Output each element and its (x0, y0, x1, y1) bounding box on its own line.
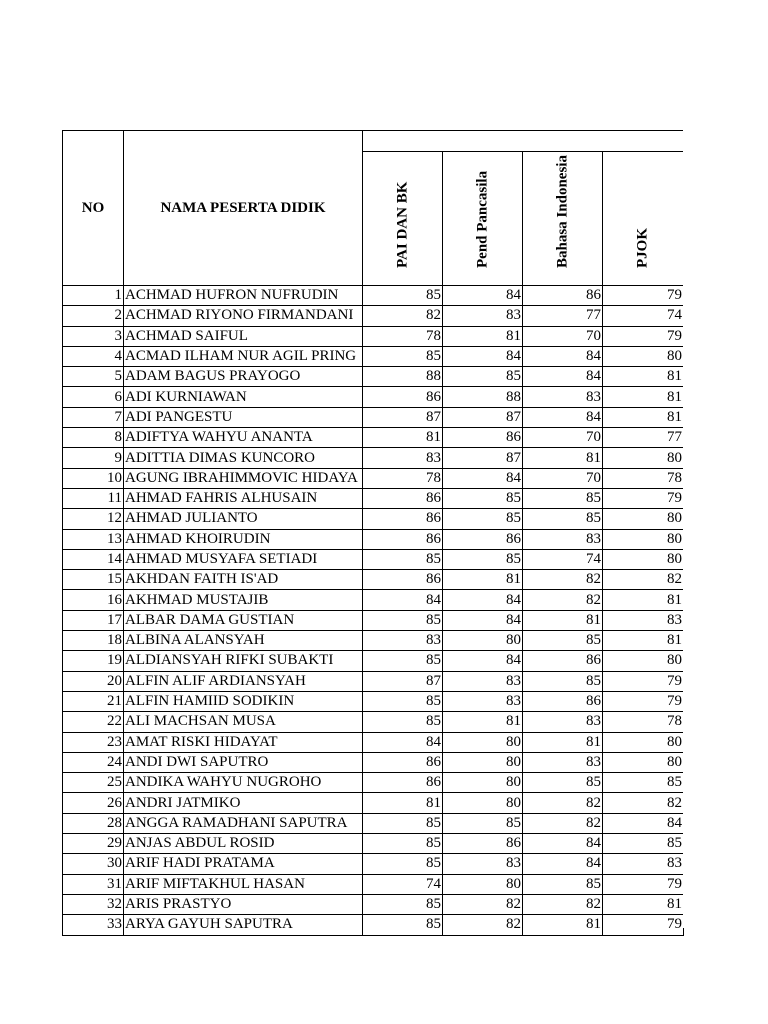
row-number: 25 (63, 773, 124, 793)
table-body (63, 286, 684, 936)
student-name: AHMAD JULIANTO (124, 509, 363, 529)
row-number: 7 (63, 407, 124, 427)
score-bahasa-indonesia: 70 (523, 428, 603, 448)
score-pai: 85 (363, 549, 443, 569)
score-pancasila: 84 (443, 590, 523, 610)
score-pjok: 79 (603, 691, 684, 711)
score-pancasila: 83 (443, 306, 523, 326)
score-pancasila: 82 (443, 915, 523, 935)
student-name: AGUNG IBRAHIMMOVIC HIDAYA (124, 468, 363, 488)
student-name: ACMAD ILHAM NUR AGIL PRING (124, 346, 363, 366)
student-name: ADAM BAGUS PRAYOGO (124, 367, 363, 387)
score-pai: 82 (363, 306, 443, 326)
score-pjok: 79 (603, 671, 684, 691)
table-row (63, 326, 684, 346)
table-row (63, 894, 684, 914)
score-pjok: 79 (603, 874, 684, 894)
score-pai: 86 (363, 387, 443, 407)
score-pancasila: 85 (443, 549, 523, 569)
score-bahasa-indonesia: 84 (523, 854, 603, 874)
score-pai: 85 (363, 346, 443, 366)
score-bahasa-indonesia: 84 (523, 407, 603, 427)
table-row (63, 874, 684, 894)
row-number: 19 (63, 651, 124, 671)
score-pancasila: 86 (443, 529, 523, 549)
score-pancasila: 81 (443, 326, 523, 346)
student-name: AMAT RISKI HIDAYAT (124, 732, 363, 752)
score-pjok: 78 (603, 468, 684, 488)
row-number: 24 (63, 752, 124, 772)
page-margin (683, 128, 768, 928)
score-pai: 87 (363, 407, 443, 427)
row-number: 28 (63, 813, 124, 833)
score-pancasila: 84 (443, 651, 523, 671)
score-pai: 85 (363, 854, 443, 874)
table-row (63, 428, 684, 448)
row-number: 29 (63, 834, 124, 854)
score-pjok: 80 (603, 509, 684, 529)
student-name: ARYA GAYUH SAPUTRA (124, 915, 363, 935)
row-number: 13 (63, 529, 124, 549)
score-pancasila: 80 (443, 732, 523, 752)
header-subject-bahasa-indonesia: Bahasa Indonesia (523, 152, 603, 286)
score-bahasa-indonesia: 70 (523, 326, 603, 346)
score-pancasila: 84 (443, 610, 523, 630)
score-pancasila: 80 (443, 631, 523, 651)
student-name: ALDIANSYAH RIFKI SUBAKTI (124, 651, 363, 671)
score-bahasa-indonesia: 81 (523, 732, 603, 752)
score-pancasila: 83 (443, 691, 523, 711)
row-number: 22 (63, 712, 124, 732)
score-pjok: 80 (603, 752, 684, 772)
student-name: ALBINA ALANSYAH (124, 631, 363, 651)
student-name: AKHMAD MUSTAJIB (124, 590, 363, 610)
score-pjok: 85 (603, 773, 684, 793)
score-pancasila: 86 (443, 428, 523, 448)
table-row (63, 813, 684, 833)
student-name: AHMAD FAHRIS ALHUSAIN (124, 488, 363, 508)
table-row (63, 691, 684, 711)
score-pancasila: 81 (443, 570, 523, 590)
student-name: ACHMAD SAIFUL (124, 326, 363, 346)
score-pjok: 80 (603, 346, 684, 366)
score-pjok: 79 (603, 326, 684, 346)
table-row (63, 529, 684, 549)
row-number: 11 (63, 488, 124, 508)
score-pai: 85 (363, 286, 443, 306)
header-no: NO (63, 131, 124, 286)
score-pjok: 82 (603, 570, 684, 590)
score-pancasila: 83 (443, 671, 523, 691)
score-bahasa-indonesia: 85 (523, 631, 603, 651)
table-row (63, 915, 684, 935)
table-row (63, 712, 684, 732)
score-bahasa-indonesia: 82 (523, 793, 603, 813)
score-pancasila: 87 (443, 448, 523, 468)
score-pai: 83 (363, 631, 443, 651)
score-pjok: 81 (603, 387, 684, 407)
score-bahasa-indonesia: 82 (523, 894, 603, 914)
score-pai: 85 (363, 712, 443, 732)
score-bahasa-indonesia: 84 (523, 834, 603, 854)
student-name: ANDI DWI SAPUTRO (124, 752, 363, 772)
score-pjok: 77 (603, 428, 684, 448)
score-bahasa-indonesia: 86 (523, 691, 603, 711)
row-number: 10 (63, 468, 124, 488)
grade-sheet (62, 130, 684, 936)
score-bahasa-indonesia: 85 (523, 488, 603, 508)
score-pai: 83 (363, 448, 443, 468)
score-bahasa-indonesia: 70 (523, 468, 603, 488)
table-row (63, 590, 684, 610)
table-row (63, 773, 684, 793)
table-row (63, 570, 684, 590)
score-pjok: 80 (603, 448, 684, 468)
score-pai: 86 (363, 773, 443, 793)
student-name: ADI KURNIAWAN (124, 387, 363, 407)
score-pancasila: 84 (443, 286, 523, 306)
score-bahasa-indonesia: 83 (523, 529, 603, 549)
score-bahasa-indonesia: 86 (523, 651, 603, 671)
score-pjok: 79 (603, 488, 684, 508)
score-pancasila: 87 (443, 407, 523, 427)
score-bahasa-indonesia: 82 (523, 570, 603, 590)
score-pjok: 81 (603, 407, 684, 427)
table-row (63, 793, 684, 813)
score-bahasa-indonesia: 85 (523, 773, 603, 793)
score-pancasila: 83 (443, 854, 523, 874)
student-grades-table (62, 130, 684, 936)
student-name: ADIFTYA WAHYU ANANTA (124, 428, 363, 448)
score-pai: 84 (363, 590, 443, 610)
score-pai: 88 (363, 367, 443, 387)
student-name: ACHMAD HUFRON NUFRUDIN (124, 286, 363, 306)
score-pai: 86 (363, 752, 443, 772)
student-name: ANDRI JATMIKO (124, 793, 363, 813)
table-row (63, 631, 684, 651)
score-bahasa-indonesia: 83 (523, 752, 603, 772)
score-pancasila: 80 (443, 874, 523, 894)
student-name: ACHMAD RIYONO FIRMANDANI (124, 306, 363, 326)
score-pai: 86 (363, 488, 443, 508)
score-pai: 85 (363, 894, 443, 914)
table-row (63, 387, 684, 407)
score-pancasila: 85 (443, 509, 523, 529)
table-row (63, 407, 684, 427)
score-bahasa-indonesia: 84 (523, 367, 603, 387)
row-number: 33 (63, 915, 124, 935)
score-pancasila: 81 (443, 712, 523, 732)
row-number: 30 (63, 854, 124, 874)
row-number: 15 (63, 570, 124, 590)
student-name: ADITTIA DIMAS KUNCORO (124, 448, 363, 468)
score-bahasa-indonesia: 81 (523, 448, 603, 468)
header-subject-group (363, 131, 684, 152)
score-pai: 86 (363, 509, 443, 529)
row-number: 23 (63, 732, 124, 752)
score-pancasila: 85 (443, 488, 523, 508)
score-bahasa-indonesia: 77 (523, 306, 603, 326)
student-name: ANGGA RAMADHANI SAPUTRA (124, 813, 363, 833)
score-bahasa-indonesia: 81 (523, 610, 603, 630)
score-pai: 78 (363, 326, 443, 346)
table-row (63, 854, 684, 874)
score-pjok: 85 (603, 834, 684, 854)
score-bahasa-indonesia: 85 (523, 671, 603, 691)
student-name: ALBAR DAMA GUSTIAN (124, 610, 363, 630)
score-bahasa-indonesia: 83 (523, 387, 603, 407)
score-pjok: 81 (603, 367, 684, 387)
score-bahasa-indonesia: 82 (523, 813, 603, 833)
score-bahasa-indonesia: 74 (523, 549, 603, 569)
score-pai: 85 (363, 915, 443, 935)
score-bahasa-indonesia: 85 (523, 874, 603, 894)
score-pancasila: 85 (443, 367, 523, 387)
table-row (63, 671, 684, 691)
score-pjok: 80 (603, 651, 684, 671)
score-pancasila: 84 (443, 468, 523, 488)
score-pai: 86 (363, 529, 443, 549)
row-number: 12 (63, 509, 124, 529)
row-number: 1 (63, 286, 124, 306)
score-pai: 87 (363, 671, 443, 691)
student-name: AHMAD KHOIRUDIN (124, 529, 363, 549)
row-number: 8 (63, 428, 124, 448)
header-name: NAMA PESERTA DIDIK (124, 131, 363, 286)
score-pancasila: 84 (443, 346, 523, 366)
table-row (63, 651, 684, 671)
score-pjok: 80 (603, 549, 684, 569)
score-pjok: 81 (603, 894, 684, 914)
table-row (63, 286, 684, 306)
row-number: 32 (63, 894, 124, 914)
score-pai: 81 (363, 793, 443, 813)
score-bahasa-indonesia: 83 (523, 712, 603, 732)
row-number: 4 (63, 346, 124, 366)
student-name: ADI PANGESTU (124, 407, 363, 427)
header-subject-pancasila: Pend Pancasila (443, 152, 523, 286)
score-pjok: 82 (603, 793, 684, 813)
row-number: 9 (63, 448, 124, 468)
score-pancasila: 85 (443, 813, 523, 833)
table-row (63, 732, 684, 752)
student-name: ALFIN ALIF ARDIANSYAH (124, 671, 363, 691)
student-name: AKHDAN FAITH IS'AD (124, 570, 363, 590)
score-pai: 84 (363, 732, 443, 752)
score-pancasila: 80 (443, 752, 523, 772)
score-pjok: 83 (603, 854, 684, 874)
table-row (63, 549, 684, 569)
score-pai: 85 (363, 691, 443, 711)
student-name: ALI MACHSAN MUSA (124, 712, 363, 732)
header-subject-pjok: PJOK (603, 152, 684, 286)
score-pai: 78 (363, 468, 443, 488)
table-row (63, 509, 684, 529)
student-name: ANJAS ABDUL ROSID (124, 834, 363, 854)
score-pancasila: 88 (443, 387, 523, 407)
student-name: AHMAD MUSYAFA SETIADI (124, 549, 363, 569)
score-pai: 81 (363, 428, 443, 448)
table-row (63, 610, 684, 630)
score-pancasila: 80 (443, 793, 523, 813)
student-name: ALFIN HAMIID SODIKIN (124, 691, 363, 711)
score-pai: 85 (363, 610, 443, 630)
student-name: ANDIKA WAHYU NUGROHO (124, 773, 363, 793)
score-bahasa-indonesia: 82 (523, 590, 603, 610)
table-row (63, 346, 684, 366)
student-name: ARIF HADI PRATAMA (124, 854, 363, 874)
table-row (63, 306, 684, 326)
row-number: 17 (63, 610, 124, 630)
row-number: 16 (63, 590, 124, 610)
row-number: 31 (63, 874, 124, 894)
row-number: 3 (63, 326, 124, 346)
score-pai: 74 (363, 874, 443, 894)
header-subject-pai: PAI DAN BK (363, 152, 443, 286)
score-pai: 85 (363, 813, 443, 833)
score-pai: 85 (363, 651, 443, 671)
student-name: ARIS PRASTYO (124, 894, 363, 914)
row-number: 2 (63, 306, 124, 326)
score-pancasila: 82 (443, 894, 523, 914)
score-pancasila: 80 (443, 773, 523, 793)
score-pai: 85 (363, 834, 443, 854)
score-pjok: 79 (603, 286, 684, 306)
score-bahasa-indonesia: 85 (523, 509, 603, 529)
score-pjok: 74 (603, 306, 684, 326)
table-row (63, 367, 684, 387)
row-number: 21 (63, 691, 124, 711)
row-number: 6 (63, 387, 124, 407)
score-bahasa-indonesia: 86 (523, 286, 603, 306)
score-pjok: 78 (603, 712, 684, 732)
table-row (63, 468, 684, 488)
score-pai: 86 (363, 570, 443, 590)
table-row (63, 448, 684, 468)
table-row (63, 752, 684, 772)
row-number: 18 (63, 631, 124, 651)
row-number: 26 (63, 793, 124, 813)
score-pjok: 80 (603, 732, 684, 752)
score-pjok: 79 (603, 915, 684, 935)
score-pjok: 80 (603, 529, 684, 549)
table-row (63, 834, 684, 854)
score-pancasila: 86 (443, 834, 523, 854)
row-number: 20 (63, 671, 124, 691)
score-bahasa-indonesia: 84 (523, 346, 603, 366)
score-pjok: 84 (603, 813, 684, 833)
score-bahasa-indonesia: 81 (523, 915, 603, 935)
row-number: 14 (63, 549, 124, 569)
student-name: ARIF MIFTAKHUL HASAN (124, 874, 363, 894)
score-pjok: 81 (603, 590, 684, 610)
row-number: 5 (63, 367, 124, 387)
score-pjok: 81 (603, 631, 684, 651)
score-pjok: 83 (603, 610, 684, 630)
table-row (63, 488, 684, 508)
